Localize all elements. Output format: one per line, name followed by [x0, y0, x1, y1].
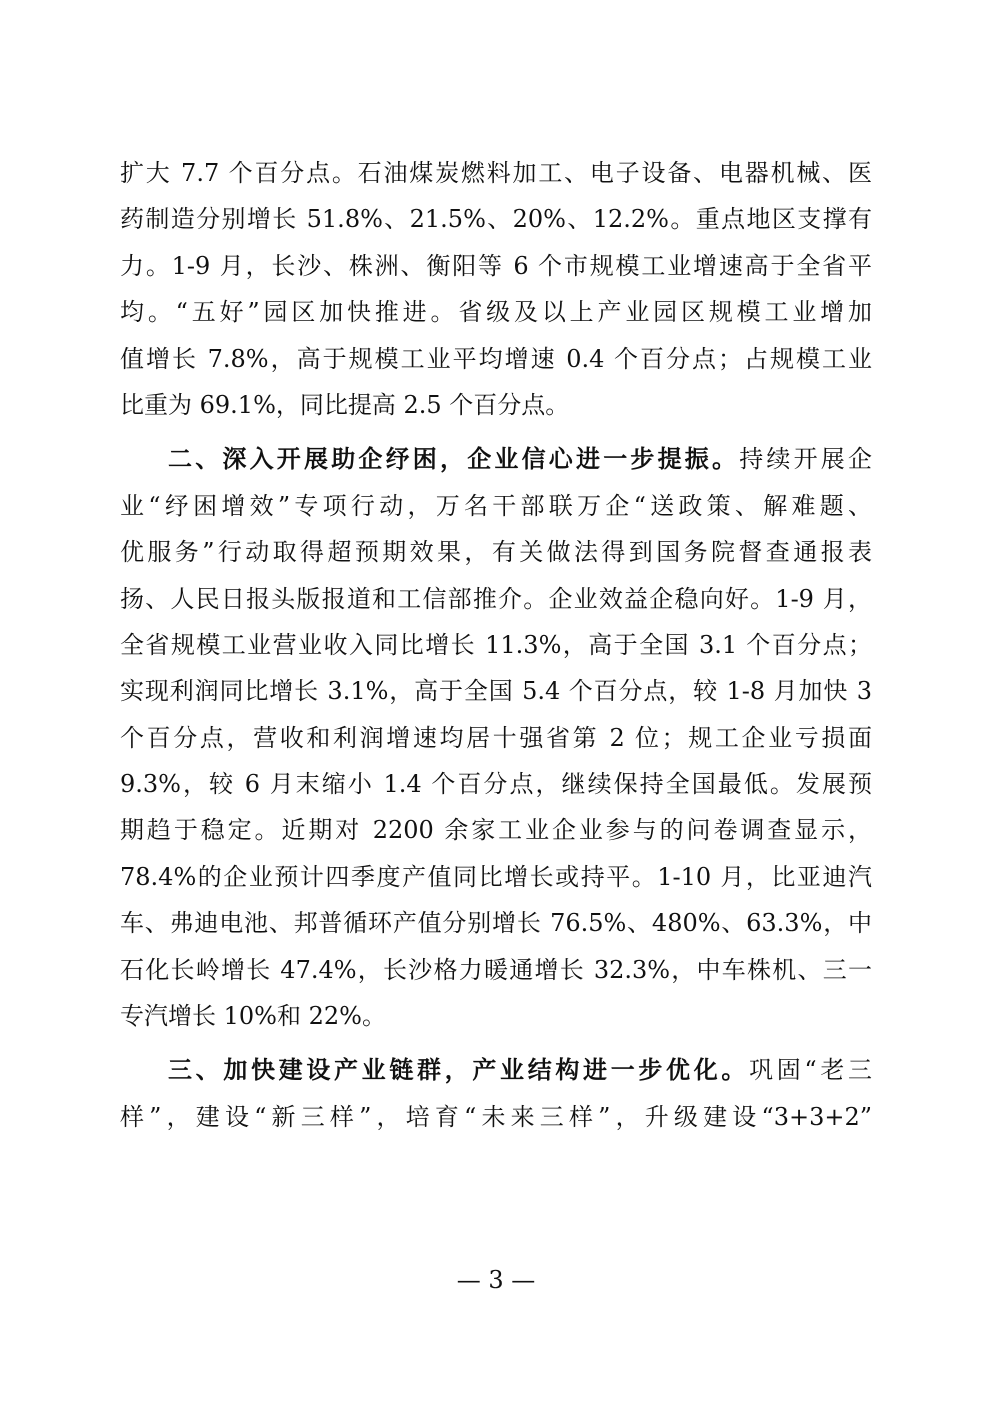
text-line: 药制造分别增长 51.8%、21.5%、20%、12.2%。重点地区支撑有: [120, 205, 872, 234]
text-line: 业“纾困增效”专项行动，万名干部联万企“送政策、解难题、: [120, 491, 872, 520]
text-line: 扩大 7.7 个百分点。石油煤炭燃料加工、电子设备、电器机械、医: [120, 159, 872, 187]
text-line: 优服务”行动取得超预期效果，有关做法得到国务院督查通报表: [120, 538, 872, 567]
paragraph-3: [120, 1047, 872, 1140]
text-line: [120, 1047, 872, 1093]
text-line-rest: 巩固“老三: [749, 1056, 872, 1085]
text-line: 均。“五好”园区加快推进。省级及以上产业园区规模工业增加: [120, 298, 872, 327]
paragraph-1: [120, 150, 872, 428]
text-line-rest: 持续开展企: [739, 445, 873, 474]
text-line: 专汽增长 10%和 22%。: [120, 1002, 386, 1031]
document-body: [120, 150, 872, 1140]
text-line: 样”，建设“新三样”，培育“未来三样”，升级建设“3+3+2”: [120, 1102, 872, 1131]
text-line: [120, 436, 872, 482]
text-line: 扬、人民日报头版报道和工信部推介。企业效益企稳向好。1-9 月，: [120, 584, 872, 613]
text-line: 车、弗迪电池、邦普循环产值分别增长 76.5%、480%、63.3%，中: [120, 909, 872, 938]
page-number: — 3 —: [456, 1266, 536, 1294]
text-line: 值增长 7.8%，高于规模工业平均增速 0.4 个百分点；占规模工业: [120, 344, 872, 373]
text-line: 78.4%的企业预计四季度产值同比增长或持平。1-10 月，比亚迪汽: [120, 862, 872, 891]
text-line: 石化长岭增长 47.4%，长沙格力暖通增长 32.3%，中车株机、三一: [120, 955, 872, 984]
text-line: 力。1-9 月，长沙、株洲、衡阳等 6 个市规模工业增速高于全省平: [120, 251, 872, 280]
text-line: 9.3%，较 6 月末缩小 1.4 个百分点，继续保持全国最低。发展预: [120, 770, 872, 799]
text-line: 全省规模工业营业收入同比增长 11.3%，高于全国 3.1 个百分点；: [120, 630, 872, 659]
section-heading: 三、加快建设产业链群，产业结构进一步优化。: [168, 1055, 750, 1085]
paragraph-2: [120, 436, 872, 1039]
text-line: 期趋于稳定。近期对 2200 余家工业企业参与的问卷调查显示，: [120, 816, 872, 845]
section-heading: 二、深入开展助企纾困，企业信心进一步提振。: [168, 444, 740, 474]
text-line: 个百分点，营收和利润增速均居十强省第 2 位；规工企业亏损面: [120, 723, 872, 752]
text-line: 实现利润同比增长 3.1%，高于全国 5.4 个百分点，较 1-8 月加快 3: [120, 677, 872, 706]
text-line: 比重为 69.1%，同比提高 2.5 个百分点。: [120, 390, 570, 419]
